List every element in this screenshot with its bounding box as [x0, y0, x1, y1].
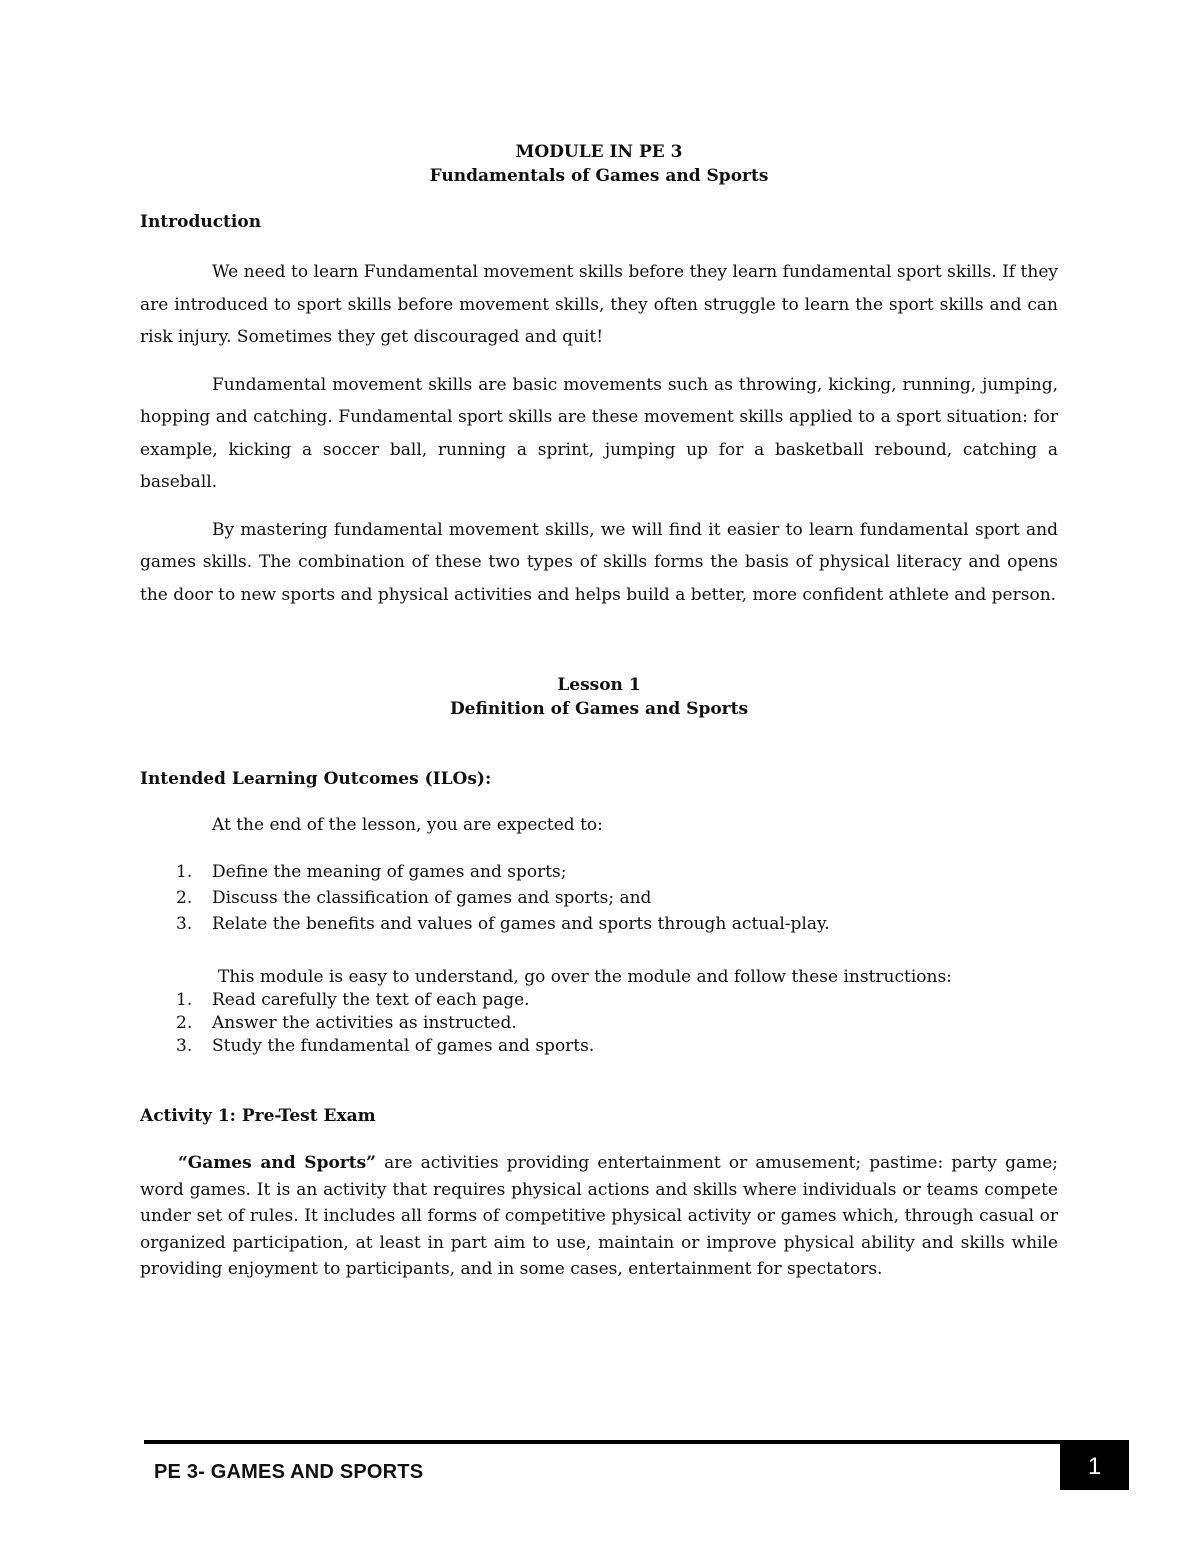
list-item: [140, 859, 1058, 885]
list-item-text: Relate the benefits and values of games and sports through actual-play.: [212, 914, 830, 934]
footer-label: PE 3- GAMES AND SPORTS: [154, 1461, 424, 1483]
module-title-block: [140, 140, 1058, 188]
page-number-box: [1060, 1444, 1129, 1490]
list-item-text: Study the fundamental of games and sports.: [212, 1036, 595, 1056]
ilos-intro: At the end of the lesson, you are expected to:: [212, 815, 603, 835]
list-item-number: 2.: [176, 1013, 193, 1033]
intro-paragraph-3: By mastering fundamental movement skills, we will find it easier to learn fundamental sport and games skills. The combination of these two types of skills forms the basis of physical literacy and opens the door to new sports and physical activities and helps build a better, more confident athlete and person.: [140, 519, 1058, 605]
lesson-title-block: [140, 673, 1058, 721]
module-subtitle: Fundamentals of Games and Sports: [429, 166, 769, 186]
list-item-number: 1.: [176, 990, 193, 1010]
introduction-body: [140, 256, 1058, 611]
activity-heading: Activity 1: Pre-Test Exam: [140, 1106, 376, 1126]
activity-body: are activities providing entertainment or amusement; pastime: party game; word games. It is an activity that requires physical actions and skills where individuals or teams compete under set of rules. It includes all forms of competitive physical activity or games which, through casual or organized participation, at least in part aim to use, maintain or improve physical ability and skills while providing enjoyment to participants, and in some cases, entertainment for spectators.: [140, 1153, 1058, 1279]
list-item: [140, 911, 1058, 937]
list-item-number: 3.: [176, 914, 193, 934]
page-content: [140, 140, 1058, 1283]
activity-paragraph: [140, 1150, 1058, 1283]
list-item-text: Define the meaning of games and sports;: [212, 862, 567, 882]
page-number: 1: [1087, 1453, 1102, 1480]
list-item-number: 2.: [176, 888, 193, 908]
list-item: [140, 885, 1058, 911]
list-item-number: 3.: [176, 1036, 193, 1056]
list-item-text: Discuss the classification of games and sports; and: [212, 888, 652, 908]
intro-paragraph-2: Fundamental movement skills are basic movements such as throwing, kicking, running, jumping, hopping and catching. Fundamental sport skills are these movement skills applied to a sport situation: for example, kicking a soccer ball, running a sprint, jumping up for a basketball rebound, catching a baseball.: [140, 374, 1058, 492]
lesson-number: Lesson 1: [557, 675, 641, 695]
introduction-heading: Introduction: [140, 212, 262, 232]
list-item: [140, 1012, 1058, 1035]
footer-rule: [144, 1440, 1129, 1444]
activity-term: “Games and Sports”: [178, 1153, 376, 1173]
lesson-title: Definition of Games and Sports: [449, 699, 749, 719]
list-item: [140, 989, 1058, 1012]
list-item-text: Answer the activities as instructed.: [212, 1013, 517, 1033]
instructions-intro: This module is easy to understand, go over the module and follow these instructions:: [218, 967, 952, 987]
list-item: [140, 1035, 1058, 1058]
intro-paragraph-1: We need to learn Fundamental movement skills before they learn fundamental sport skills. If they are introduced to sport skills before movement skills, they often struggle to learn the sport skills and can risk injury. Sometimes they get discouraged and quit!: [140, 262, 1058, 347]
module-title: MODULE IN PE 3: [515, 142, 683, 162]
instructions-list: [140, 989, 1058, 1058]
ilos-heading: Intended Learning Outcomes (ILOs):: [140, 769, 492, 789]
list-item-text: Read carefully the text of each page.: [212, 990, 530, 1010]
ilos-list: [140, 859, 1058, 937]
list-item-number: 1.: [176, 862, 193, 882]
